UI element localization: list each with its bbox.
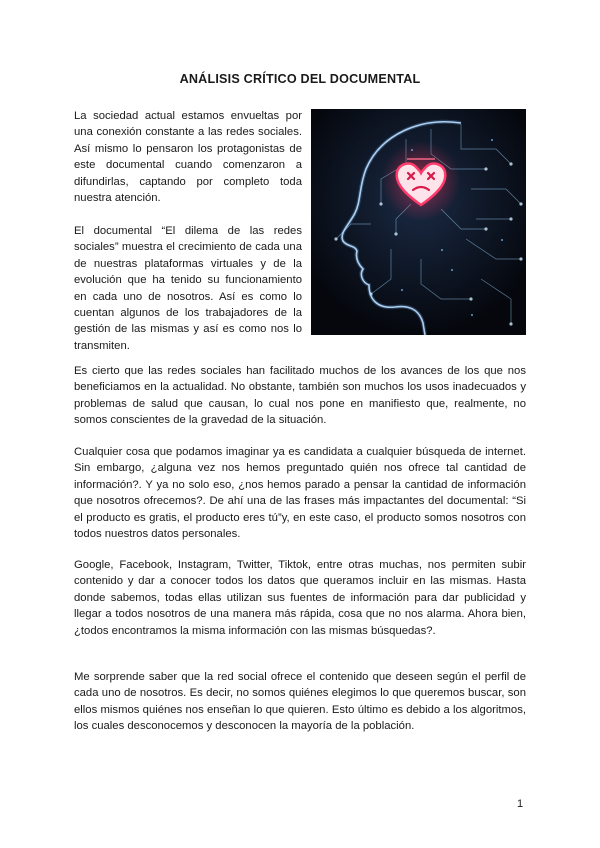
document-title: ANÁLISIS CRÍTICO DEL DOCUMENTAL (179, 72, 421, 86)
head-circuit-illustration (311, 109, 526, 335)
paragraph-3: Es cierto que las redes sociales han facilitado muchos de los avances de los que nos beneficiamos en la actualidad. No obstante, también son muchos los usos inadecuados y problemas de salud que causan, lo cual nos pone en manifiesto que, realmente, no somos conscientes de la gravedad de la situación. (74, 365, 526, 427)
illustration-digital-head (311, 109, 526, 335)
paragraph-4: Cualquier cosa que podamos imaginar ya es candidata a cualquier búsqueda de internet. Sin embargo, ¿alguna vez nos hemos preguntado quién nos ofrece tal cantidad de información?. Y ya no solo eso, ¿nos hemos parado a pensar la cantidad de información que nosotros ofrecemos?. De ahí una de las frases más impactantes del documental: “Si el producto es gratis, el producto eres tú”y, en este caso, el producto somos nosotros con todos nuestros datos personales. (74, 446, 526, 541)
paragraph-1: La sociedad actual estamos envueltas por una conexión constante a las redes sociales. Así mismo lo pensaron los protagonistas de este documental cuando comenzaron a difundirlas, captando por completo toda nuestra atención. (74, 110, 302, 205)
page-number: 1 (517, 798, 524, 810)
paragraph-2: El documental “El dilema de las redes sociales” muestra el crecimiento de cada una de nuestras plataformas virtuales y de la evolución que ha tenido su funcionamiento en cada uno de nosotros. Así es como lo cuentan algunos de los trabajadores de la gestión de las mismas y así es como nos lo transmiten. (74, 225, 302, 352)
paragraph-6: Me sorprende saber que la red social ofrece el contenido que deseen según el perfil de cada uno de nosotros. Es decir, no somos quiénes elegimos lo que queremos buscar, son ellos mismos quiénes nos enseñan lo que quieren. Esto último es debido a los algoritmos, los cuales desconocemos y desconocen la mayoría de la población. (74, 671, 526, 733)
paragraph-5: Google, Facebook, Instagram, Twitter, Tiktok, entre otras muchas, nos permiten subir contenido y dar a conocer todos los datos que queramos incluir en las mismas. Hasta donde sabemos, todas ellas utilizan sus fuentes de información para dar publicidad y llegar a todos nosotros de una manera más rápida, cosa que no nos alarma. Ahora bien, ¿todos encontramos la misma información con las mismas búsquedas?. (74, 559, 526, 637)
